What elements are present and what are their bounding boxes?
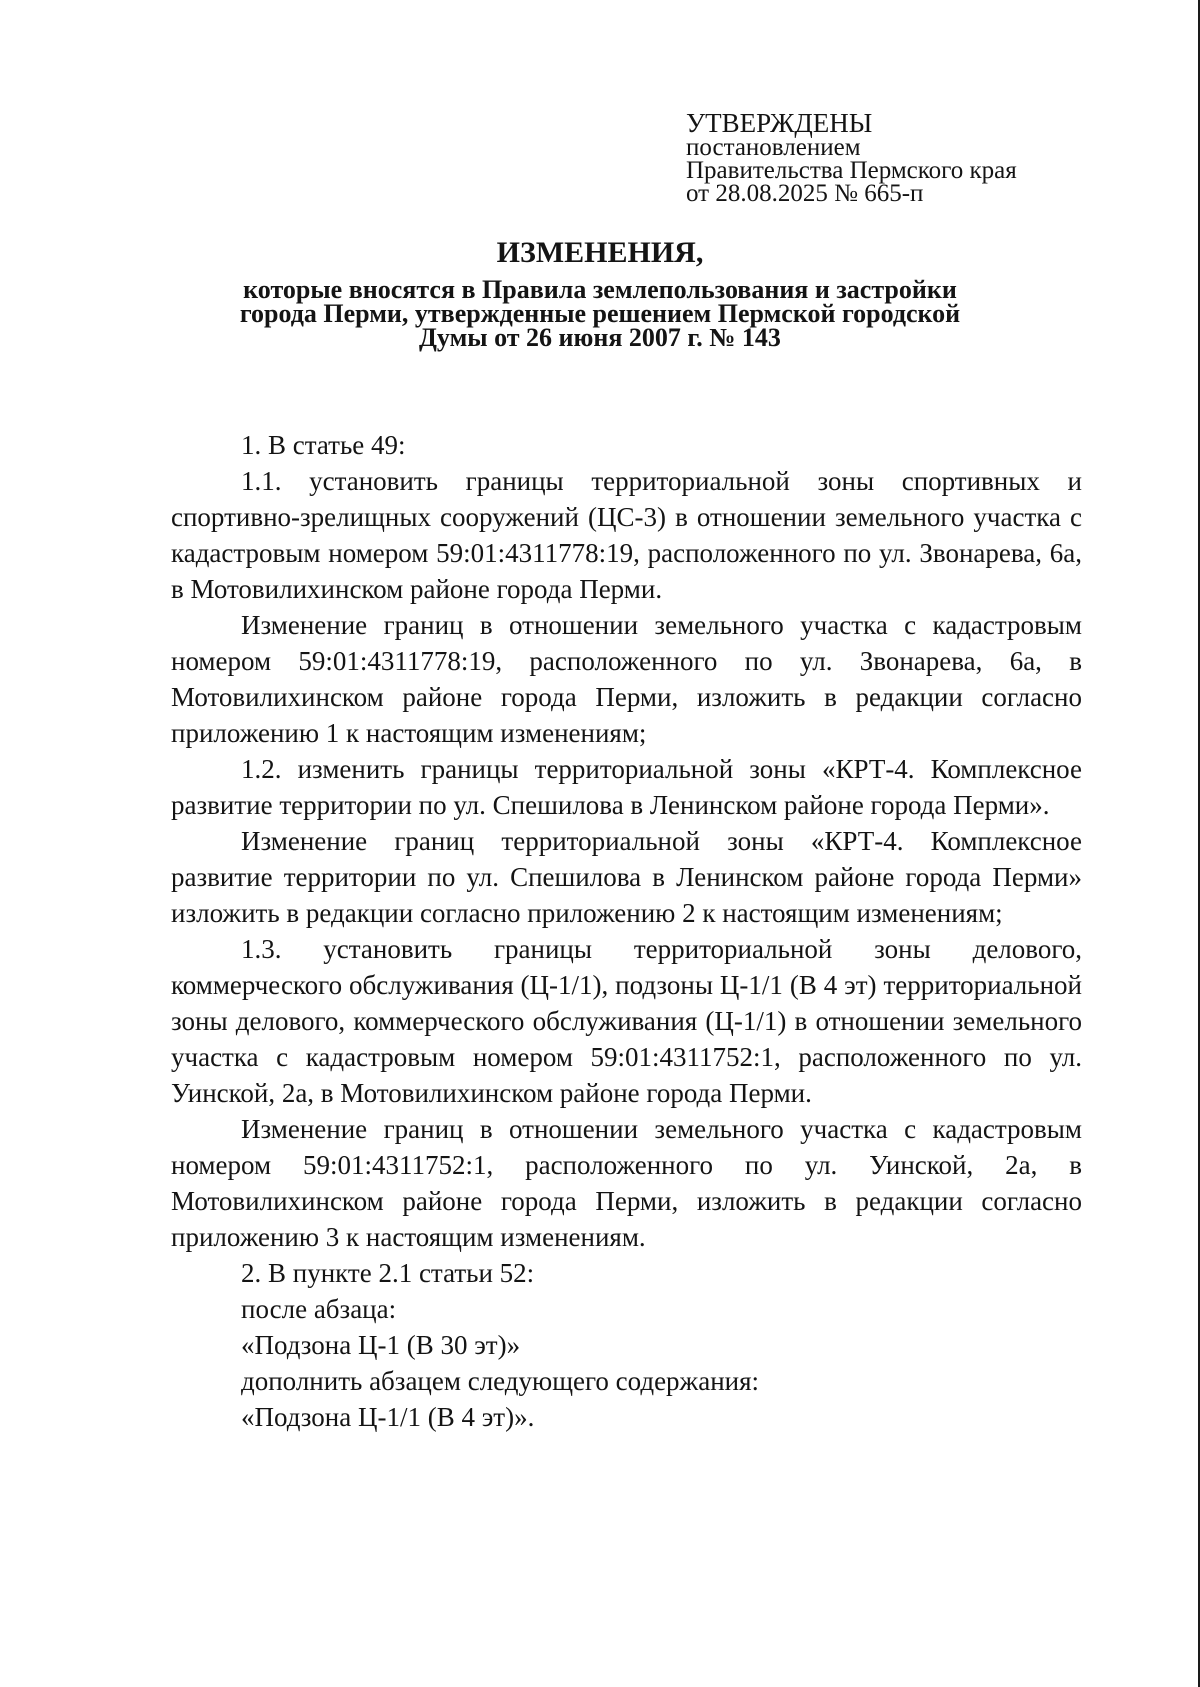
- paragraph-subzone-4: «Подзона Ц-1/1 (В 4 эт)».: [241, 1402, 535, 1432]
- paragraph-1-2-change: Изменение границ территориальной зоны «КРТ-4. Комплексное развитие территории по ул. Спешилова в Ленинском районе города Перми» изложить в редакции согласно приложению 2 к настоящим изменениям;: [171, 826, 1082, 928]
- paragraph-article-52: 2. В пункте 2.1 статьи 52:: [241, 1258, 535, 1288]
- document-subtitle: [160, 275, 1040, 352]
- approval-block: [686, 110, 1106, 205]
- paragraph-1-3-change: Изменение границ в отношении земельного участка с кадастровым номером 59:01:4311752:1, расположенного по ул. Уинской, 2а, в Мотовилихинском районе города Перми, изложить в редакции согласно приложению 3 к настоящим изменениям.: [171, 1114, 1082, 1252]
- subtitle-line-3: Думы от 26 июня 2007 г. № 143: [419, 323, 781, 352]
- paragraph-1-1: 1.1. установить границы территориальной зоны спортивных и спортивно-зрелищных сооружений (ЦС-3) в отношении земельного участка с кадастровым номером 59:01:4311778:19, расположенного по ул. Звонарева, 6а, в Мотовилихинском районе города Перми.: [171, 466, 1082, 604]
- approval-line-2: Правительства Пермского края: [686, 157, 1017, 184]
- approval-line-3: от 28.08.2025 № 665-п: [686, 180, 924, 207]
- document-body: [171, 427, 1082, 1435]
- paragraph-subzone-30: «Подзона Ц-1 (В 30 эт)»: [241, 1330, 521, 1360]
- subtitle-line-2: города Перми, утвержденные решением Пермской городской: [239, 299, 961, 328]
- subtitle-line-1: которые вносятся в Правила землепользования и застройки: [243, 275, 957, 304]
- paragraph-1-3: 1.3. установить границы территориальной зоны делового, коммерческого обслуживания (Ц-1/1), подзоны Ц-1/1 (В 4 эт) территориальной зоны делового, коммерческого обслуживания (Ц-1/1) в отношении земельного участка с кадастровым номером 59:01:4311752:1, расположенного по ул. Уинской, 2а, в Мотовилихинском районе города Перми.: [171, 934, 1082, 1108]
- paragraph-after: после абзаца:: [241, 1294, 397, 1324]
- approval-line-1: постановлением: [686, 134, 861, 161]
- document-title: ИЗМЕНЕНИЯ,: [496, 236, 704, 269]
- approval-title: УТВЕРЖДЕНЫ: [686, 108, 873, 138]
- paragraph-1-1-change: Изменение границ в отношении земельного участка с кадастровым номером 59:01:4311778:19, расположенного по ул. Звонарева, 6а, в Мотовилихинском районе города Перми, изложить в редакции согласно приложению 1 к настоящим изменениям;: [171, 610, 1082, 748]
- paragraph-add: дополнить абзацем следующего содержания:: [241, 1366, 760, 1396]
- paragraph-1-2: 1.2. изменить границы территориальной зоны «КРТ-4. Комплексное развитие территории по ул. Спешилова в Ленинском районе города Перми».: [171, 754, 1082, 820]
- paragraph-article-49: 1. В статье 49:: [241, 430, 406, 460]
